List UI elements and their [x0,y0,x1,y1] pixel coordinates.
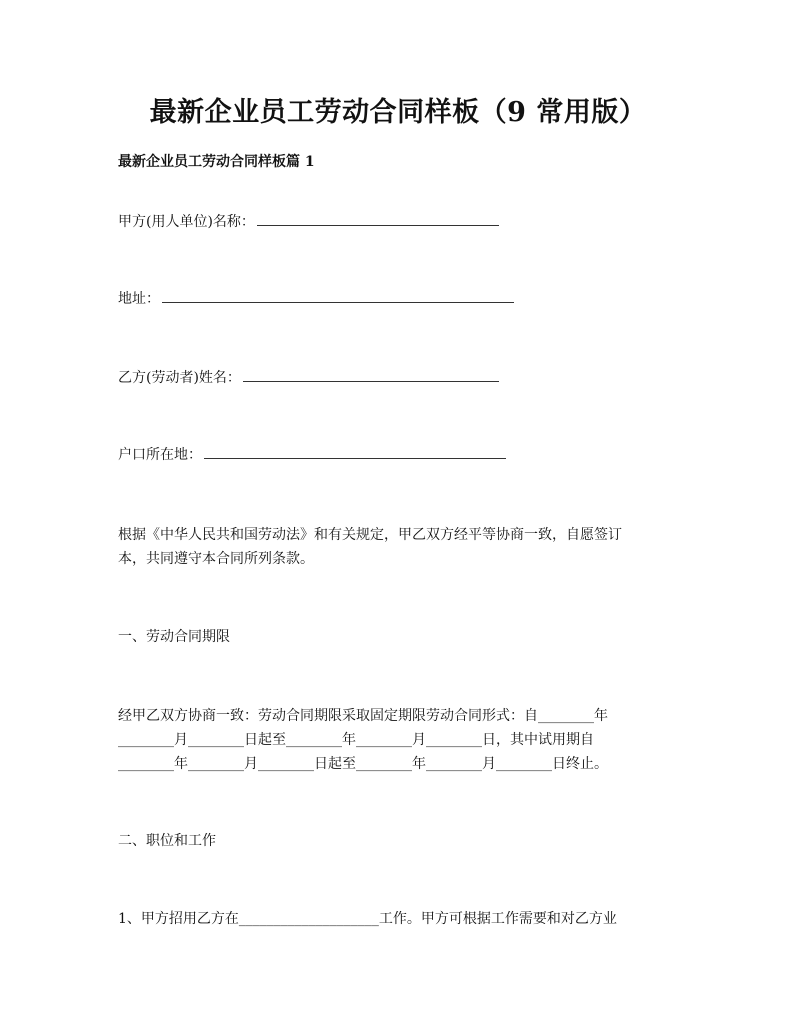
party-b-name-label: 乙方(劳动者)姓名： [118,370,241,386]
address-blank [162,288,514,303]
address-field [118,287,514,311]
preamble-line: 本，共同遵守本合同所列条款。 [118,551,314,567]
party-a-name-blank [257,211,499,226]
party-a-name-field [118,210,499,234]
address-label: 地址： [118,291,160,307]
page-title: 最新企业员工劳动合同样板（9 常用版） [149,97,647,128]
preamble-line: 根据《中华人民共和国劳动法》和有关规定，甲乙双方经平等协商一致，自愿签订 [118,527,622,543]
party-a-name-label: 甲方(用人单位)名称： [118,214,255,230]
term-line: ________月________日起至________年________月________日，其中试用期自 [118,732,594,748]
household-registration-label: 户口所在地： [118,447,202,463]
document-subtitle: 最新企业员工劳动合同样板篇 1 [118,154,315,170]
party-b-name-field [118,366,499,390]
term-line: 经甲乙双方协商一致：劳动合同期限采取固定期限劳动合同形式：自________年 [118,708,608,724]
job-clause-line: 1、甲方招用乙方在____________________工作。甲方可根据工作需要和对乙方业 [118,911,617,927]
preamble-paragraph [118,523,688,571]
term-paragraph [118,704,688,776]
section-heading-term: 一、劳动合同期限 [118,629,230,645]
party-b-name-blank [243,367,499,382]
household-registration-field [118,443,506,467]
household-registration-blank [204,444,506,459]
section-heading-job: 二、职位和工作 [118,833,216,849]
term-line: ________年________月________日起至________年________月________日终止。 [118,756,608,772]
